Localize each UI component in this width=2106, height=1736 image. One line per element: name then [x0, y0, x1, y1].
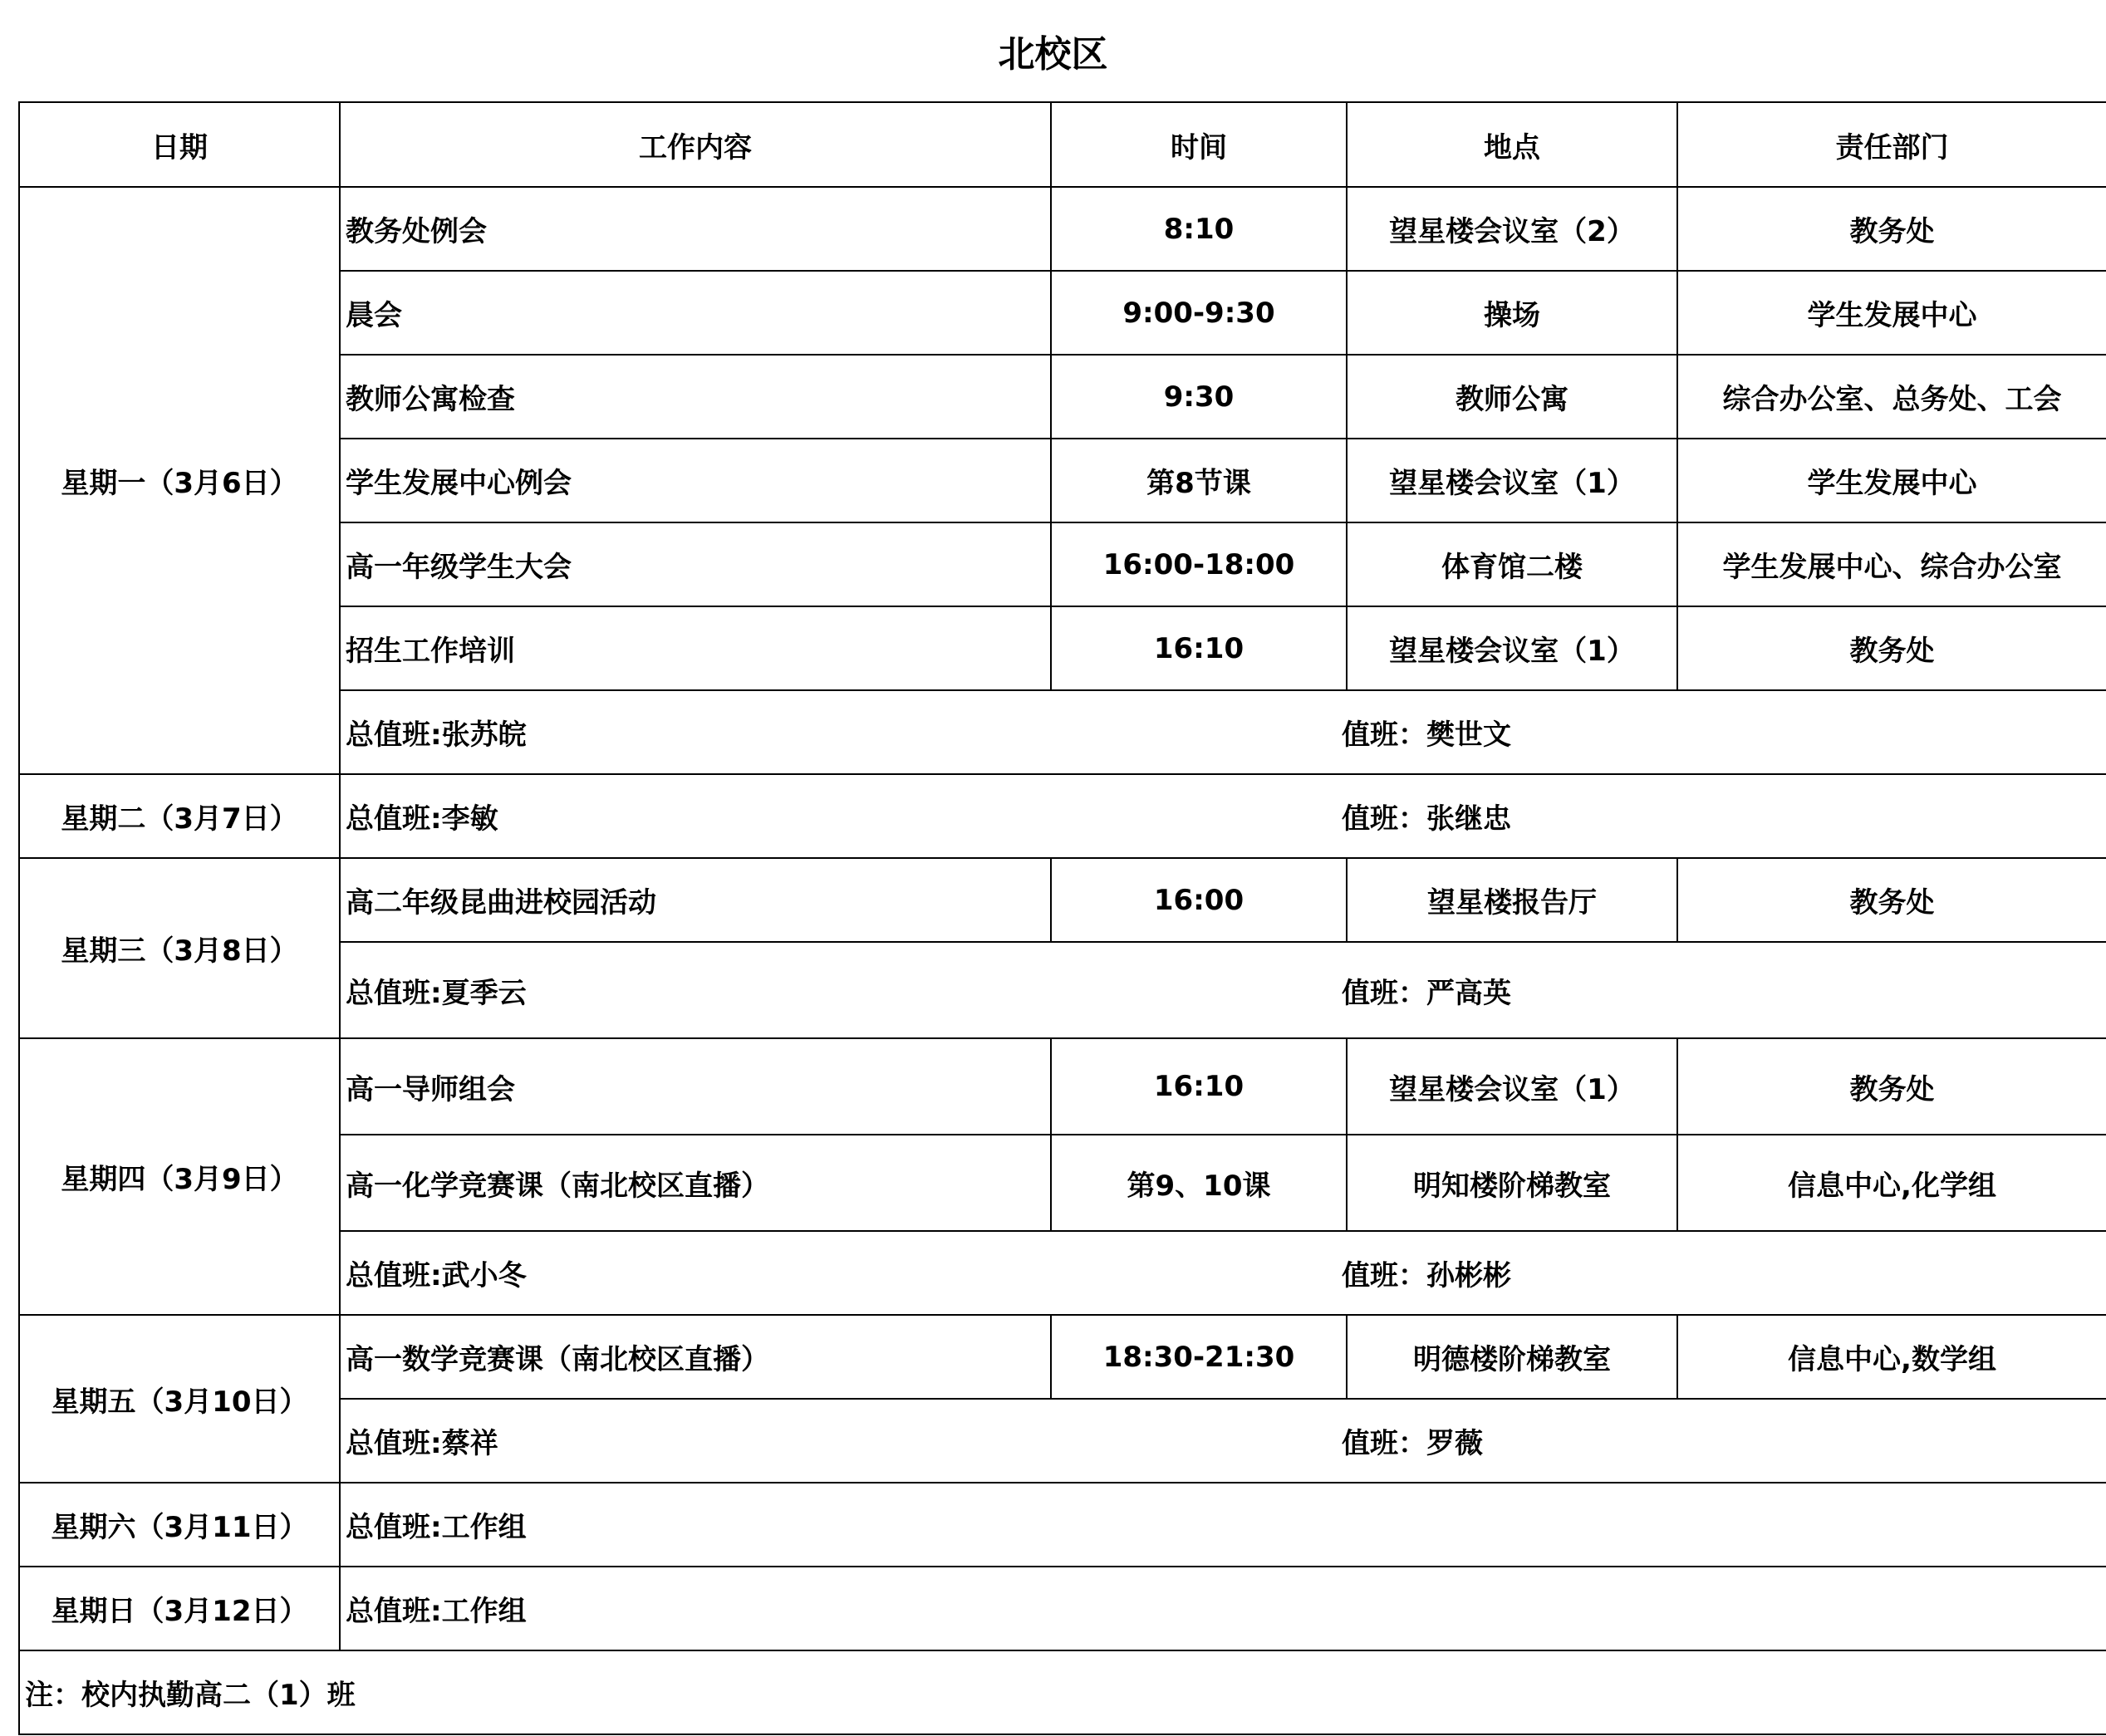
time-cell: 第8节课 — [1051, 439, 1347, 522]
header-dept: 责任部门 — [1677, 102, 2106, 187]
duty-row — [19, 774, 2106, 858]
duty-staff: 值班：孙彬彬 — [1342, 1259, 1511, 1292]
dept-cell: 教务处 — [1677, 187, 2106, 271]
content-cell: 招生工作培训 — [340, 606, 1051, 690]
header-date: 日期 — [19, 102, 340, 187]
content-cell: 教务处例会 — [340, 187, 1051, 271]
date-cell: 星期三（3月8日） — [19, 858, 340, 1038]
place-cell: 望星楼会议室（1） — [1347, 606, 1677, 690]
table-row — [19, 858, 2106, 942]
time-cell: 16:10 — [1051, 606, 1347, 690]
time-cell: 16:10 — [1051, 1038, 1347, 1135]
time-cell: 16:00 — [1051, 858, 1347, 942]
place-cell: 明知楼阶梯教室 — [1347, 1135, 1677, 1231]
duty-main: 总值班:工作组 — [346, 1595, 527, 1628]
dept-cell: 综合办公室、总务处、工会 — [1677, 355, 2106, 439]
dept-cell: 教务处 — [1677, 858, 2106, 942]
duty-staff — [1342, 1588, 2106, 1629]
content-cell: 学生发展中心例会 — [340, 439, 1051, 522]
dept-cell: 教务处 — [1677, 1038, 2106, 1135]
duty-cell — [340, 1399, 2106, 1483]
content-cell: 高一化学竞赛课（南北校区直播） — [340, 1135, 1051, 1231]
duty-cell — [340, 774, 2106, 858]
duty-staff — [1342, 1504, 2106, 1545]
note-cell: 注：校内执勤高二（1）班 — [19, 1650, 2106, 1734]
dept-cell: 信息中心,数学组 — [1677, 1315, 2106, 1399]
duty-cell — [340, 690, 2106, 774]
dept-cell: 学生发展中心 — [1677, 271, 2106, 355]
content-cell: 教师公寓检查 — [340, 355, 1051, 439]
date-cell: 星期日（3月12日） — [19, 1567, 340, 1650]
time-cell: 9:00-9:30 — [1051, 271, 1347, 355]
header-content: 工作内容 — [340, 102, 1051, 187]
header-time: 时间 — [1051, 102, 1347, 187]
content-cell: 高一年级学生大会 — [340, 522, 1051, 606]
note-row — [19, 1650, 2106, 1734]
date-cell: 星期六（3月11日） — [19, 1483, 340, 1567]
table-row — [19, 1038, 2106, 1135]
date-cell: 星期四（3月9日） — [19, 1038, 340, 1315]
page-title: 北校区 — [998, 33, 1108, 76]
duty-row — [19, 1567, 2106, 1650]
duty-main: 总值班:武小冬 — [346, 1259, 527, 1292]
place-cell: 教师公寓 — [1347, 355, 1677, 439]
dept-cell: 信息中心,化学组 — [1677, 1135, 2106, 1231]
date-cell: 星期二（3月7日） — [19, 774, 340, 858]
duty-main: 总值班:夏季云 — [346, 976, 527, 1010]
header-place: 地点 — [1347, 102, 1677, 187]
place-cell: 明德楼阶梯教室 — [1347, 1315, 1677, 1399]
table-row — [19, 187, 2106, 271]
duty-staff: 值班：罗薇 — [1342, 1427, 1483, 1460]
duty-cell — [340, 942, 2106, 1038]
schedule-table — [18, 101, 2106, 1735]
content-cell: 高一数学竞赛课（南北校区直播） — [340, 1315, 1051, 1399]
duty-cell — [340, 1483, 2106, 1567]
header-row — [19, 102, 2106, 187]
time-cell: 18:30-21:30 — [1051, 1315, 1347, 1399]
place-cell: 望星楼会议室（1） — [1347, 439, 1677, 522]
place-cell: 望星楼报告厅 — [1347, 858, 1677, 942]
time-cell: 第9、10课 — [1051, 1135, 1347, 1231]
time-cell: 16:00-18:00 — [1051, 522, 1347, 606]
duty-cell — [340, 1231, 2106, 1315]
dept-cell: 教务处 — [1677, 606, 2106, 690]
duty-main: 总值班:张苏皖 — [346, 718, 527, 752]
date-cell: 星期五（3月10日） — [19, 1315, 340, 1483]
content-cell: 高二年级昆曲进校园活动 — [340, 858, 1051, 942]
place-cell: 体育馆二楼 — [1347, 522, 1677, 606]
content-cell: 高一导师组会 — [340, 1038, 1051, 1135]
place-cell: 望星楼会议室（1） — [1347, 1038, 1677, 1135]
duty-row — [19, 1483, 2106, 1567]
place-cell: 操场 — [1347, 271, 1677, 355]
place-cell: 望星楼会议室（2） — [1347, 187, 1677, 271]
date-cell: 星期一（3月6日） — [19, 187, 340, 774]
duty-cell — [340, 1567, 2106, 1650]
duty-staff: 值班：樊世文 — [1342, 718, 1511, 752]
duty-main: 总值班:李敏 — [346, 802, 498, 836]
time-cell: 9:30 — [1051, 355, 1347, 439]
duty-main: 总值班:蔡祥 — [346, 1427, 498, 1460]
duty-staff: 值班：严高英 — [1342, 976, 1511, 1010]
content-cell: 晨会 — [340, 271, 1051, 355]
table-row — [19, 1315, 2106, 1399]
time-cell: 8:10 — [1051, 187, 1347, 271]
dept-cell: 学生发展中心、综合办公室 — [1677, 522, 2106, 606]
duty-staff: 值班：张继忠 — [1342, 802, 1511, 836]
duty-main: 总值班:工作组 — [346, 1511, 527, 1544]
dept-cell: 学生发展中心 — [1677, 439, 2106, 522]
